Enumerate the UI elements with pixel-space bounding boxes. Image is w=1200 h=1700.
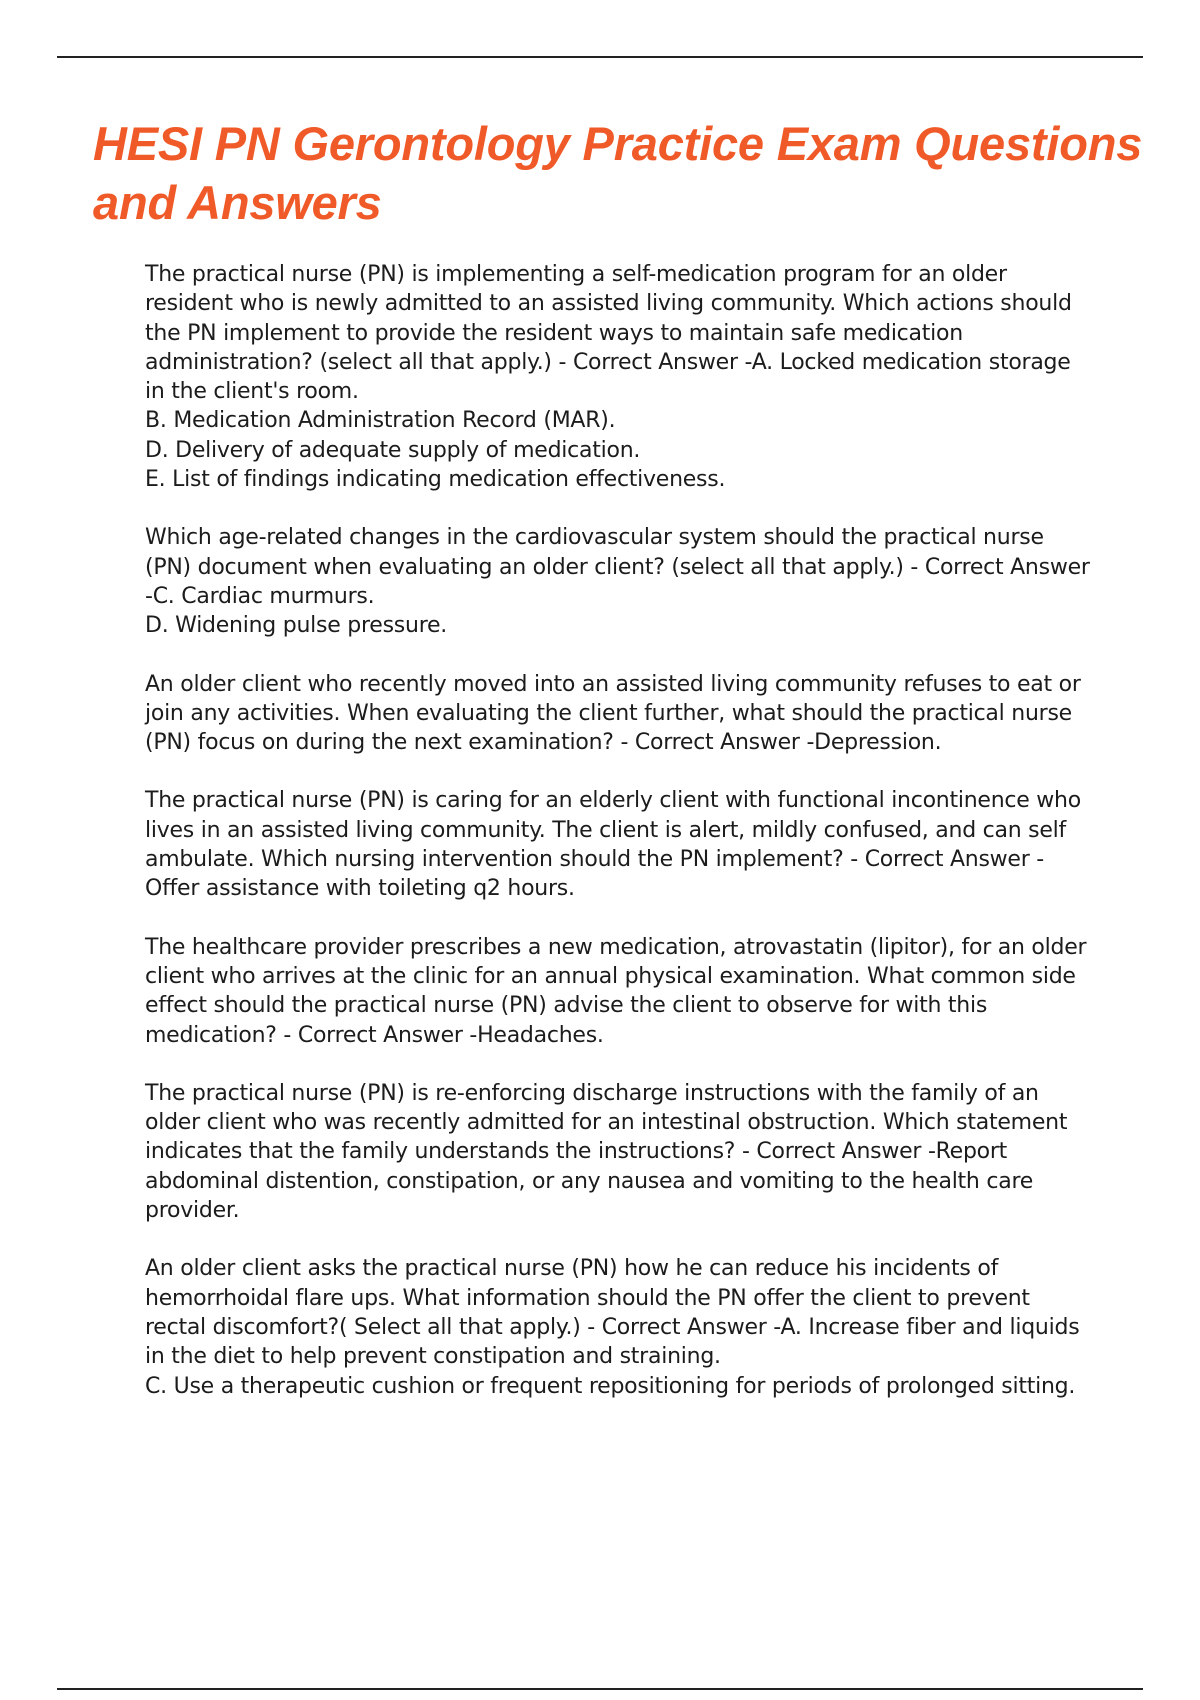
question-text: Which age-related changes in the cardiovascular system should the practical nurse (PN) document when evaluating an older client? (select all that apply.) - Correct Answer -C. Cardiac murmurs. bbox=[145, 525, 1090, 609]
bottom-rule bbox=[57, 1688, 1143, 1690]
qa-list bbox=[145, 260, 1095, 1430]
answer-line: D. Widening pulse pressure. bbox=[145, 613, 448, 639]
top-rule bbox=[57, 56, 1143, 58]
qa-item bbox=[145, 786, 1095, 903]
qa-item bbox=[145, 523, 1095, 640]
qa-item bbox=[145, 670, 1095, 758]
answer-line: C. Use a therapeutic cushion or frequent repositioning for periods of prolonged sitting. bbox=[145, 1373, 1076, 1399]
question-text: The practical nurse (PN) is implementing a self-medication program for an older resident who is newly admitted to an assisted living community. Which actions should the PN implement to provide the resident ways to maintain safe medication administration? (select all that apply.) - Correct Answer -A. Locked medication storage in the client's room. bbox=[145, 262, 1072, 405]
question-text: The practical nurse (PN) is caring for an elderly client with functional incontinence who lives in an assisted living community. The client is alert, mildly confused, and can self ambulate. Which nursing intervention should the PN implement? - Correct Answer -Offer assistance with toileting q2 hours. bbox=[145, 788, 1081, 902]
answer-line: D. Delivery of adequate supply of medication. bbox=[145, 437, 641, 463]
question-text: The healthcare provider prescribes a new medication, atrovastatin (lipitor), for an older client who arrives at the clinic for an annual physical examination. What common side effect should the practical nurse (PN) advise the client to observe for with this medication? - Correct Answer -Headaches. bbox=[145, 934, 1087, 1048]
qa-item bbox=[145, 1254, 1095, 1400]
qa-item bbox=[145, 1079, 1095, 1225]
question-text: An older client asks the practical nurse (PN) how he can reduce his incidents of hemorrhoidal flare ups. What information should the PN offer the client to prevent rectal discomfort?( Select all that apply.) - Correct Answer -A. Increase fiber and liquids in the diet to help prevent constipation and straining. bbox=[145, 1256, 1080, 1370]
answer-line: B. Medication Administration Record (MAR). bbox=[145, 408, 616, 434]
question-text: The practical nurse (PN) is re-enforcing discharge instructions with the family of an older client who was recently admitted for an intestinal obstruction. Which statement indicates that the family understands the instructions? - Correct Answer -Report abdominal distention, constipation, or any nausea and vomiting to the health care provider. bbox=[145, 1080, 1068, 1224]
answer-line: E. List of findings indicating medication effectiveness. bbox=[145, 467, 726, 493]
question-text: An older client who recently moved into an assisted living community refuses to eat or join any activities. When evaluating the client further, what should the practical nurse (PN) focus on during the next examination? - Correct Answer -Depression. bbox=[145, 671, 1081, 756]
qa-item bbox=[145, 933, 1095, 1050]
page-title: HESI PN Gerontology Practice Exam Questions and Answers bbox=[93, 117, 1143, 229]
qa-item bbox=[145, 260, 1095, 494]
